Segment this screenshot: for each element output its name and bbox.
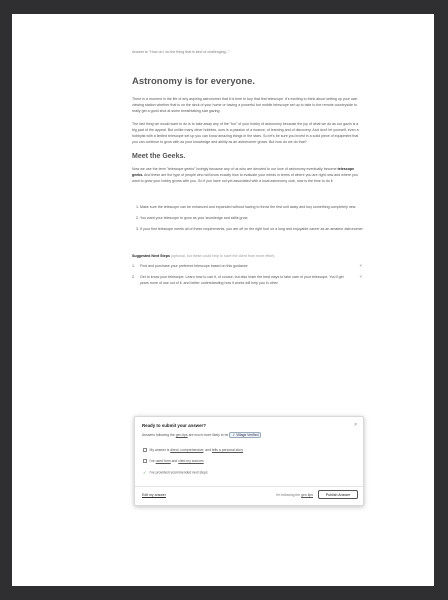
next-steps-heading: Suggested Next Steps (optional, but these could help to save the client from more effort) xyxy=(132,254,275,258)
modal-footer xyxy=(135,486,363,505)
intro-paragraph: There is a moment in the life of any aspiring astronomer that it is time to buy that first telescope. It's exciting to think about setting up your own viewing station whether that is on the deck of your home or having a powerful but mobile telescope set up to take to the remote countryside to really get a good shot at some breathtaking star gazing. xyxy=(132,97,358,113)
checklist-item-direct[interactable]: My answer is direct, comprehensive, and tells a personal story xyxy=(143,448,243,452)
geo-tips-link[interactable]: geo tips xyxy=(175,433,188,437)
list-item: 1. Make sure the telescope can be enhanced and expanded without having to throw the first unit away and buy something completely new. xyxy=(140,204,364,210)
next-steps-section xyxy=(132,254,364,286)
personal-story-link[interactable]: tells a personal story xyxy=(211,448,244,452)
village-verified-badge: ✓ Village Verified xyxy=(229,432,261,438)
modal-title: Ready to submit your answer? xyxy=(142,423,206,428)
remove-icon[interactable]: × xyxy=(359,274,362,279)
list-item: 2. You want your telescope to grow as your knowledge and skills grow. xyxy=(140,215,364,221)
modal-subtitle: Answers following the geo tips are much more likely to be ✓ Village Verified xyxy=(142,432,261,438)
used-form-link[interactable]: used form xyxy=(155,459,171,463)
intro-paragraph: The last thing we would want to do is to take away any of the "fun" of your hobby of astronomy because the joy of what we do as our gazin is a big part of the appeal. But unlike many other hobbies, ours is a passion of a nuance, of learning and of discovery. And don't let yourself, even a hobbyist with a limited telescope set up you can know amazing things in the stars. So let's be sure you invest in a solid piece of equipment that you can continue to grow with as your knowledge and ability as an astronomer grows. But how do we do that? xyxy=(132,122,359,144)
check-icon[interactable]: ✓ xyxy=(143,470,147,475)
direct-comprehensive-link[interactable]: direct, comprehensive xyxy=(170,448,204,452)
page-title: Astronomy is for everyone. xyxy=(132,76,256,87)
checkbox[interactable] xyxy=(143,459,147,463)
edit-answer-link[interactable]: Edit my answer xyxy=(142,493,166,497)
submit-answer-modal xyxy=(134,416,364,506)
document-page xyxy=(12,14,434,586)
verified-icon: ✓ xyxy=(232,433,236,437)
checkbox[interactable] xyxy=(143,448,147,452)
close-icon[interactable]: × xyxy=(354,422,357,428)
answer-article xyxy=(132,50,364,291)
remove-icon[interactable]: × xyxy=(359,263,362,268)
follow-tips-label: I'm following the geo tips xyxy=(275,493,313,497)
list-item: 3. If your first telescope meets all of these requirements, you are off on the right foot on a long and enjoyable career as an amateur astronomer. xyxy=(140,226,364,232)
publish-answer-button[interactable]: Publish Answer xyxy=(318,490,358,499)
breadcrumb[interactable]: Answer to "How do I do the thing that is kind of challenging..." xyxy=(132,50,230,54)
checklist-item-form[interactable]: I've used form and cited my sources xyxy=(143,459,204,463)
section-heading: Meet the Geeks. xyxy=(132,153,186,160)
bold-term: telescope geeks. xyxy=(132,167,355,177)
steps-list xyxy=(132,204,364,232)
section-paragraph: Now we use the term "telescope geeks" lovingly because any of us who are devoted to our love of astronomy eventually become telescope geeks. And these are the type of people who will know exactly how to evaluate your needs in terms of where you are right now and where you want to grow your hobby grows with you. So if you have not yet associated with a local astronomy club, now is the time to do it. xyxy=(132,167,358,183)
next-step-item[interactable]: 2. Get to know your telescope. Learn how to use it, of course, but also learn the best ways to take care of your telescope. You'll get years more of use out of it, and better understanding how it works will help you in other × xyxy=(132,274,362,285)
next-step-item[interactable]: 1. Find and purchase your preferred telescope based on this guidance × xyxy=(132,263,362,268)
geo-tips-link[interactable]: geo tips xyxy=(301,493,313,497)
checklist-item-next-steps[interactable]: ✓ I've provided recommended next steps xyxy=(143,470,208,475)
cited-sources-link[interactable]: cited my sources xyxy=(178,459,204,463)
